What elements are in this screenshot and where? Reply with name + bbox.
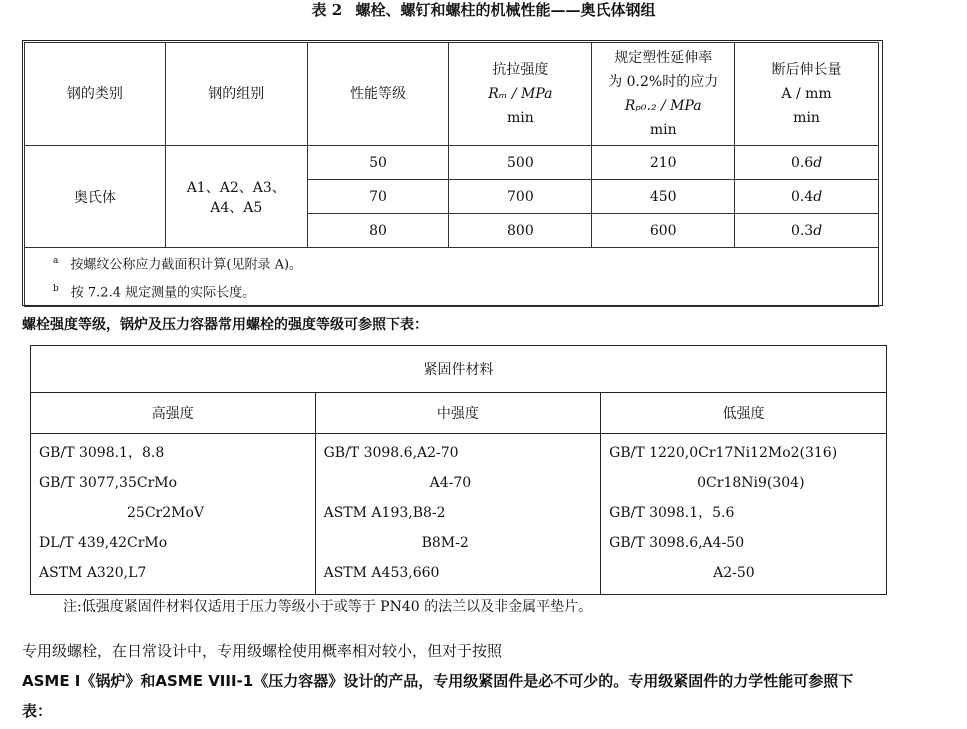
th-elong-l1: 断后伸长量 [771,62,842,78]
list-item: ASTM A453,660 [323,565,440,581]
list-item: ASTM A193,B8-2 [323,505,446,521]
table2-number: 表 2 [311,1,343,19]
para2-line2 [22,666,922,696]
list-item: GB/T 1220,0Cr17Ni12Mo2(316) [609,445,838,461]
table2-notes [25,248,879,307]
cell-tensile: 800 [449,214,592,248]
cell-tensile: 700 [449,180,592,214]
cell-grade: 70 [307,180,449,214]
cell-elongation [735,180,879,214]
elong-unit: d [813,188,823,205]
th-elong-l2: A / mm [781,86,832,102]
table2-caption [0,0,967,21]
cell-yield: 210 [592,146,735,180]
th-tensile [449,43,592,146]
cell-yield: 600 [592,214,735,248]
list-item: B8M-2 [421,535,469,551]
th-elong-l3: min [793,110,820,126]
cell-elongation [735,146,879,180]
table-row [31,434,887,595]
list-item: GB/T 3098.1，8.8 [39,445,165,461]
note-a-text: 按螺纹公称应力截面积计算(见附录 A)。 [70,257,303,272]
note-b-mark: b [53,284,59,294]
para2-line3: 表： [22,702,53,720]
table-row [25,146,879,180]
th-high-strength: 高强度 [31,393,316,434]
table2-title: 螺栓、螺钉和螺柱的机械性能——奥氏体钢组 [355,1,656,19]
th-yield-l1: 规定塑性延伸率 [614,50,713,66]
paragraph-special-bolts [22,636,922,726]
th-steel-class: 钢的类别 [25,43,166,146]
th-mid-strength: 中强度 [315,393,601,434]
para2-line1: 专用级螺栓，在日常设计中，专用级螺栓使用概率相对较小，但对于按照 [22,642,503,660]
th-yield-l3: Rₚ₀.₂ / MPa [624,98,702,114]
th-tensile-l2: Rₘ / MPa [488,86,553,102]
list-item: 25Cr2MoV [127,505,204,521]
steel-group-l2: A4、A5 [210,199,263,216]
cell-high-strength [31,434,316,595]
table2-header-row [25,43,879,146]
list-item: GB/T 3098.1，5.6 [609,505,735,521]
cell-yield: 450 [592,180,735,214]
th-tensile-l3: min [506,110,534,126]
cell-mid-strength [315,434,601,595]
table3 [30,345,887,595]
elong-unit: d [813,154,823,171]
cell-steel-group [165,146,307,248]
cell-grade: 50 [307,146,449,180]
list-item: 0Cr18Ni9(304) [697,475,805,491]
cell-elongation [735,214,879,248]
list-item: A4-70 [429,475,472,491]
note-a-mark: a [53,255,59,266]
th-elongation [735,43,879,146]
th-tensile-l1: 抗拉强度 [492,62,549,78]
paragraph-bolt-grades: 螺栓强度等级，锅炉及压力容器常用螺栓的强度等级可参照下表： [22,317,428,333]
th-yield-l4: min [649,122,677,138]
cell-low-strength [601,434,887,595]
note-a [53,249,878,277]
th-fastener-material: 紧固件材料 [31,346,887,393]
list-item: GB/T 3098.6,A4-50 [609,535,745,551]
th-steel-group: 钢的组别 [165,43,307,146]
elong-unit: d [813,222,823,239]
elong-value: 0.4 [790,188,814,205]
table2 [24,42,879,307]
th-grade: 性能等级 [307,43,449,146]
para2-line2-bold: ASME Ⅰ《锅炉》和ASME VIII-1《压力容器》设计的产品， [22,672,434,690]
cell-tensile: 500 [449,146,592,180]
th-yield [592,43,735,146]
note-b [53,277,878,305]
th-yield-l2: 为 0.2%时的应力 [608,74,719,90]
elong-value: 0.6 [790,154,814,171]
table2-notes-row [25,248,879,307]
th-low-strength: 低强度 [601,393,887,434]
note-b-text: 按 7.2.4 规定测量的实际长度。 [70,285,256,301]
elong-value: 0.3 [790,222,814,239]
cell-grade: 80 [307,214,449,248]
list-item: ASTM A320,L7 [39,565,147,581]
para2-line2-rest: 专用级紧固件是必不可少的。专用级紧固件的力学性能可参照下 [433,672,854,690]
steel-group-l1: A1、A2、A3、 [186,179,286,196]
cell-steel-class: 奥氏体 [25,146,166,248]
list-item: DL/T 439,42CrMo [39,535,168,551]
list-item: GB/T 3077,35CrMo [39,475,178,491]
list-item: GB/T 3098.6,A2-70 [323,445,459,461]
list-item: A2-50 [713,565,755,581]
table3-note: 注:低强度紧固件材料仅适用于压力等级小于或等于 PN40 的法兰以及非金属平垫片。 [63,599,593,615]
